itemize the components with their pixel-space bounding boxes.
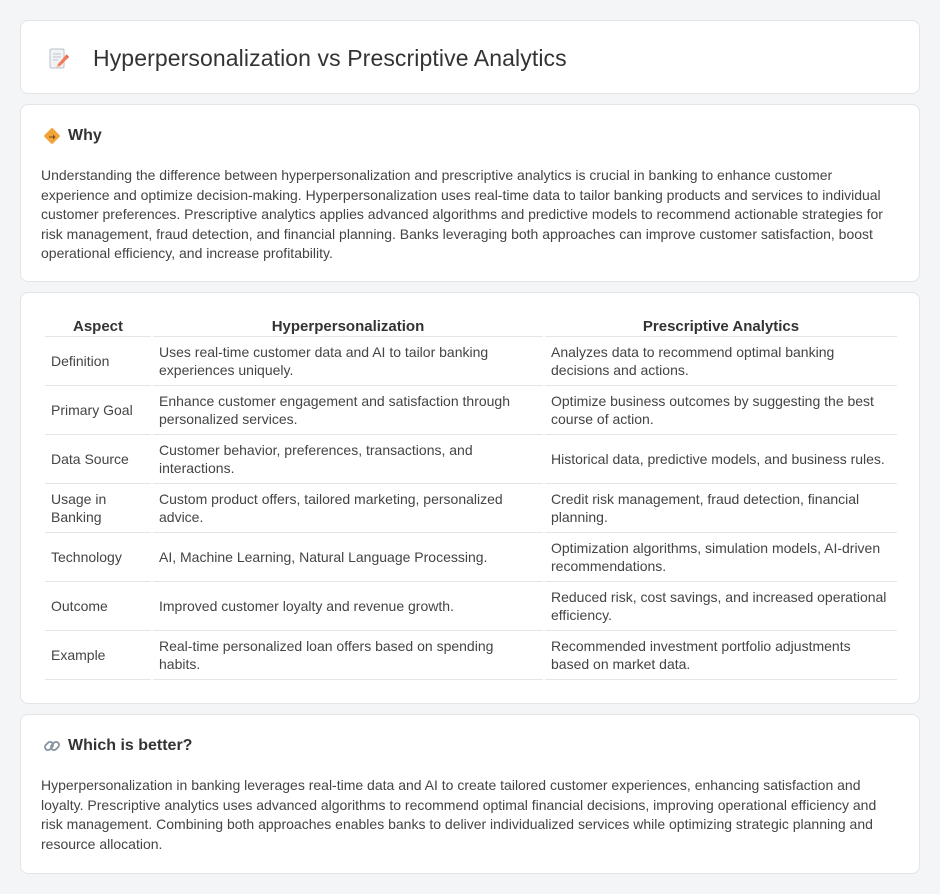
- table-row: [45, 484, 897, 533]
- row-prescriptive-analytics: Optimize business outcomes by suggesting the best course of action.: [545, 386, 897, 435]
- row-hyperpersonalization: Customer behavior, preferences, transactions, and interactions.: [153, 435, 543, 484]
- better-heading-row: [43, 737, 192, 755]
- row-prescriptive-analytics: Optimization algorithms, simulation models, AI-driven recommendations.: [545, 533, 897, 582]
- table-row: [45, 582, 897, 631]
- row-hyperpersonalization: Uses real-time customer data and AI to tailor banking experiences uniquely.: [153, 337, 543, 386]
- why-text: Understanding the difference between hyperpersonalization and prescriptive analytics is crucial in banking to enhance customer experience and optimize decision-making. Hyperpersonalization uses real-time data to tailor banking products and services to individual customer preferences. Prescriptive analytics applies advanced algorithms and predictive models to recommend actionable strategies for risk management, fraud detection, and financial planning. Banks leveraging both approaches can improve customer satisfaction, boost operational efficiency, and increase profitability.: [41, 167, 883, 262]
- row-hyperpersonalization: Enhance customer engagement and satisfaction through personalized services.: [153, 386, 543, 435]
- row-prescriptive-analytics: Reduced risk, cost savings, and increased operational efficiency.: [545, 582, 897, 631]
- table-row: [45, 533, 897, 582]
- better-text: Hyperpersonalization in banking leverages real-time data and AI to create tailored customer experiences, enhancing satisfaction and loyalty. Prescriptive analytics uses advanced algorithms to recommend optimal financial decisions, improving operational efficiency and risk management. Combining both approaches enables banks to deliver individualized services while optimizing strategic planning and resource allocation.: [41, 777, 877, 852]
- why-section: [20, 104, 920, 282]
- row-aspect: Technology: [45, 533, 151, 582]
- table-row: [45, 631, 897, 680]
- row-aspect: Example: [45, 631, 151, 680]
- row-hyperpersonalization: Real-time personalized loan offers based on spending habits.: [153, 631, 543, 680]
- row-prescriptive-analytics: Historical data, predictive models, and business rules.: [545, 435, 897, 484]
- table-row: [45, 337, 897, 386]
- table-row: [45, 386, 897, 435]
- comparison-table: [43, 315, 899, 680]
- row-prescriptive-analytics: Credit risk management, fraud detection, financial planning.: [545, 484, 897, 533]
- row-prescriptive-analytics: Recommended investment portfolio adjustments based on market data.: [545, 631, 897, 680]
- page-title: Hyperpersonalization vs Prescriptive Analytics: [93, 45, 567, 71]
- link-icon: [43, 737, 61, 755]
- comparison-table-card: [20, 292, 920, 704]
- row-aspect: Primary Goal: [45, 386, 151, 435]
- better-heading: Which is better?: [68, 737, 193, 754]
- why-heading: Why: [68, 127, 102, 144]
- why-heading-row: [43, 127, 102, 145]
- header-card: [20, 20, 920, 94]
- header-hyperpersonalization: Hyperpersonalization: [153, 315, 543, 337]
- header-prescriptive-analytics: Prescriptive Analytics: [545, 315, 897, 337]
- row-aspect: Outcome: [45, 582, 151, 631]
- row-prescriptive-analytics: Analyzes data to recommend optimal banking decisions and actions.: [545, 337, 897, 386]
- header-aspect: Aspect: [45, 315, 151, 337]
- better-section: [20, 714, 920, 874]
- row-aspect: Definition: [45, 337, 151, 386]
- table-row: [45, 435, 897, 484]
- document-pencil-icon: [47, 47, 71, 71]
- row-hyperpersonalization: AI, Machine Learning, Natural Language Processing.: [153, 533, 543, 582]
- row-aspect: Data Source: [45, 435, 151, 484]
- row-hyperpersonalization: Custom product offers, tailored marketing, personalized advice.: [153, 484, 543, 533]
- diamond-sign-icon: [43, 127, 61, 145]
- table-header-row: [45, 315, 897, 337]
- row-aspect: Usage in Banking: [45, 484, 151, 533]
- row-hyperpersonalization: Improved customer loyalty and revenue growth.: [153, 582, 543, 631]
